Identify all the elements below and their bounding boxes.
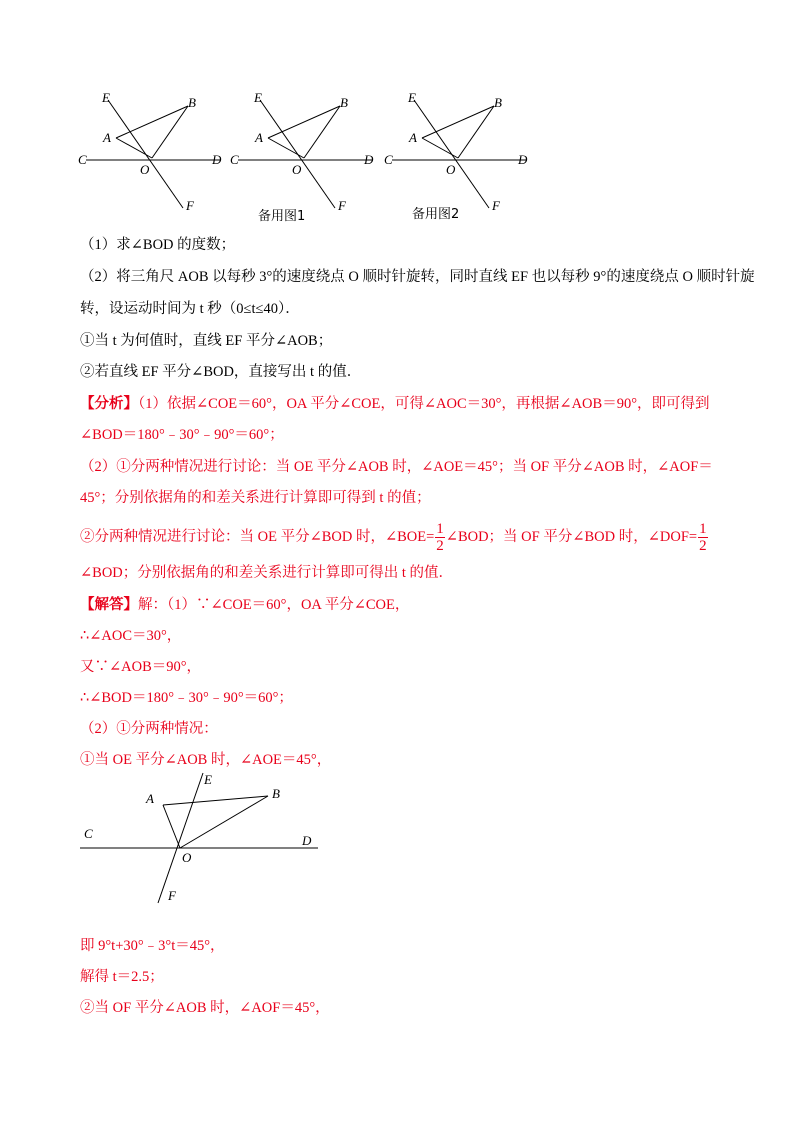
point-label-o: O (446, 162, 456, 177)
solution-line-2: ∴∠AOC＝30°， (80, 628, 182, 644)
point-label-e: E (204, 772, 212, 787)
point-label-b: B (272, 786, 280, 801)
point-label-b: B (188, 95, 196, 110)
fraction-numerator: 1 (436, 521, 444, 538)
fraction-half (435, 521, 445, 554)
point-label-f: F (492, 198, 500, 213)
point-label-a: A (146, 791, 154, 806)
solution-line-1 (80, 595, 730, 615)
point-label-c: C (84, 826, 93, 841)
analysis-line-6: ∠BOD；分别依据角的和差关系进行计算即可得出 t 的值． (80, 565, 454, 581)
point-label-c: C (78, 152, 87, 167)
point-label-d: D (364, 152, 374, 167)
point-label-o: O (182, 850, 192, 865)
question-part-2-sub-2: ②若直线 EF 平分∠BOD，直接写出 t 的值． (80, 364, 362, 380)
point-label-e: E (102, 90, 110, 105)
figure-spare-2 (384, 88, 534, 218)
solution-text-1: 解：（1）∵∠COE＝60°，OA 平分∠COE， (138, 597, 410, 613)
solution-line-9: ②当 OF 平分∠AOB 时，∠AOF＝45°， (80, 1000, 330, 1016)
figure-main (78, 88, 228, 218)
point-label-d: D (518, 152, 528, 167)
analysis-text-1: （1）依据∠COE＝60°，OA 平分∠COE，可得∠AOC＝30°，再根据∠AOB＝90°，即可得到 (138, 396, 710, 412)
solution-line-5: （2）①分两种情况： (80, 721, 218, 737)
point-label-c: C (230, 152, 239, 167)
question-part-2-sub-1: ①当 t 为何值时，直线 EF 平分∠AOB； (80, 333, 333, 349)
analysis-tag: 【分析】 (80, 396, 138, 412)
question-part-1: （1）求∠BOD 的度数； (80, 237, 236, 253)
solution-tag: 【解答】 (80, 597, 138, 613)
point-label-f: F (186, 198, 194, 213)
analysis-text-5a: ②分两种情况进行讨论：当 OE 平分∠BOD 时，∠BOE= (80, 529, 435, 545)
fraction-numerator: 1 (699, 521, 707, 538)
point-label-a: A (255, 130, 263, 145)
point-label-d: D (302, 833, 312, 848)
point-label-o: O (140, 162, 150, 177)
analysis-line-3: （2）①分两种情况进行讨论：当 OE 平分∠AOB 时，∠AOE＝45°；当 OF 平分∠AOB 时，∠AOF＝ (80, 459, 713, 475)
point-label-c: C (384, 152, 393, 167)
solution-line-7: 即 9°t+30°﹣3°t＝45°， (80, 938, 225, 954)
analysis-line-4: 45°；分别依据角的和差关系进行计算即可得到 t 的值； (80, 490, 431, 506)
figure-solution (78, 768, 328, 913)
point-label-a: A (103, 130, 111, 145)
point-label-d: D (212, 152, 222, 167)
analysis-line-2: ∠BOD＝180°﹣30°﹣90°＝60°； (80, 427, 284, 443)
point-label-b: B (340, 95, 348, 110)
point-label-f: F (338, 198, 346, 213)
point-label-e: E (254, 90, 262, 105)
question-part-2-line-1: （2）将三角尺 AOB 以每秒 3°的速度绕点 O 顺时针旋转，同时直线 EF 也以每秒 9°的速度绕点 O 顺时针旋 (80, 269, 755, 285)
question-part-2-line-2: 转，设运动时间为 t 秒（0≤t≤40）． (80, 301, 300, 317)
point-label-b: B (494, 95, 502, 110)
solution-line-3: 又∵∠AOB＝90°， (80, 659, 202, 675)
fraction-denominator: 2 (436, 538, 444, 555)
point-label-a: A (409, 130, 417, 145)
fraction-half (698, 521, 708, 554)
analysis-line-1 (80, 394, 730, 414)
fraction-denominator: 2 (699, 538, 707, 555)
analysis-text-5b: ∠BOD；当 OF 平分∠BOD 时，∠DOF= (445, 529, 698, 545)
analysis-line-5 (80, 520, 730, 554)
point-label-f: F (168, 888, 176, 903)
point-label-e: E (408, 90, 416, 105)
solution-line-4: ∴∠BOD＝180°﹣30°﹣90°＝60°； (80, 690, 293, 706)
figure-caption-1: 备用图1 (258, 209, 306, 224)
solution-line-8: 解得 t＝2.5； (80, 969, 164, 985)
figure-spare-1 (230, 88, 380, 218)
figure-caption-2: 备用图2 (412, 207, 460, 222)
point-label-o: O (292, 162, 302, 177)
solution-line-6: ①当 OE 平分∠AOB 时，∠AOE＝45°， (80, 752, 332, 768)
